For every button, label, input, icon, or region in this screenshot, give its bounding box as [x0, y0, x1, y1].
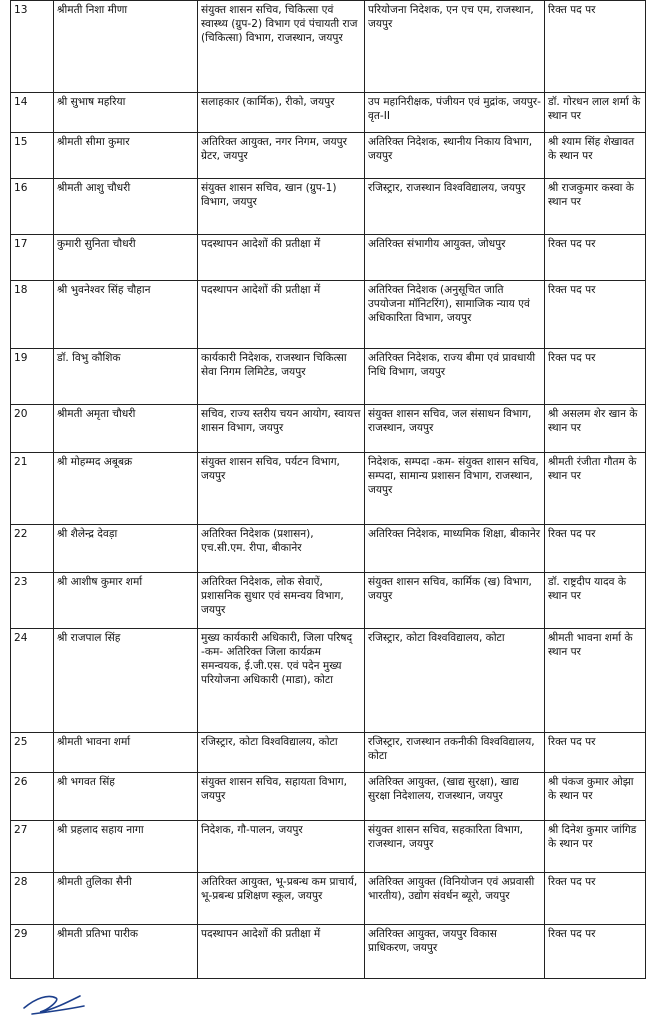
posting-remark: रिक्त पद पर — [545, 525, 646, 573]
table-row — [11, 629, 646, 733]
current-posting: संयुक्त शासन सचिव, चिकित्सा एवं स्वास्थ्य (ग्रुप-2) विभाग एवं पंचायती राज (चिकित्सा) विभाग, राजस्थान, जयपुर — [198, 1, 365, 93]
current-posting: पदस्थापन आदेशों की प्रतीक्षा में — [198, 925, 365, 979]
new-posting: अतिरिक्त आयुक्त (विनियोजन एवं अप्रवासी भारतीय), उद्योग संवर्धन ब्यूरो, जयपुर — [365, 873, 545, 925]
posting-remark: रिक्त पद पर — [545, 281, 646, 349]
officer-name: डॉ. विभु कौशिक — [54, 349, 198, 405]
officer-name: श्रीमती आशु चौधरी — [54, 179, 198, 235]
new-posting: अतिरिक्त संभागीय आयुक्त, जोधपुर — [365, 235, 545, 281]
table-row — [11, 925, 646, 979]
new-posting: निदेशक, सम्पदा -कम- संयुक्त शासन सचिव, सम्पदा, सामान्य प्रशासन विभाग, राजस्थान, जयपुर — [365, 453, 545, 525]
table-row — [11, 349, 646, 405]
row-number: 20 — [11, 405, 54, 453]
new-posting: अतिरिक्त आयुक्त, जयपुर विकास प्राधिकरण, जयपुर — [365, 925, 545, 979]
row-number: 13 — [11, 1, 54, 93]
officer-name: श्री प्रहलाद सहाय नागा — [54, 821, 198, 873]
officer-name: श्री मोहम्मद अबूबक्र — [54, 453, 198, 525]
table-row — [11, 235, 646, 281]
row-number: 14 — [11, 93, 54, 133]
new-posting: संयुक्त शासन सचिव, जल संसाधन विभाग, राजस्थान, जयपुर — [365, 405, 545, 453]
officer-name: श्रीमती प्रतिभा पारीक — [54, 925, 198, 979]
officer-name: श्रीमती सीमा कुमार — [54, 133, 198, 179]
posting-remark: श्री पंकज कुमार ओझा के स्थान पर — [545, 773, 646, 821]
officer-name: श्री राजपाल सिंह — [54, 629, 198, 733]
table-row — [11, 93, 646, 133]
current-posting: रजिस्ट्रार, कोटा विश्वविद्यालय, कोटा — [198, 733, 365, 773]
row-number: 17 — [11, 235, 54, 281]
new-posting: अतिरिक्त निदेशक, माध्यमिक शिक्षा, बीकानेर — [365, 525, 545, 573]
new-posting: रजिस्ट्रार, कोटा विश्वविद्यालय, कोटा — [365, 629, 545, 733]
officer-name: श्रीमती भावना शर्मा — [54, 733, 198, 773]
posting-remark: डॉ. गोरधन लाल शर्मा के स्थान पर — [545, 93, 646, 133]
posting-remark: श्री दिनेश कुमार जांगिड के स्थान पर — [545, 821, 646, 873]
row-number: 26 — [11, 773, 54, 821]
table-row — [11, 179, 646, 235]
posting-remark: रिक्त पद पर — [545, 925, 646, 979]
officer-name: श्रीमती तुलिका सैनी — [54, 873, 198, 925]
current-posting: संयुक्त शासन सचिव, पर्यटन विभाग, जयपुर — [198, 453, 365, 525]
posting-remark: रिक्त पद पर — [545, 873, 646, 925]
current-posting: संयुक्त शासन सचिव, खान (ग्रुप-1) विभाग, जयपुर — [198, 179, 365, 235]
row-number: 16 — [11, 179, 54, 235]
new-posting: परियोजना निदेशक, एन एच एम, राजस्थान, जयपुर — [365, 1, 545, 93]
new-posting: अतिरिक्त निदेशक, स्थानीय निकाय विभाग, जयपुर — [365, 133, 545, 179]
new-posting: संयुक्त शासन सचिव, कार्मिक (ख) विभाग, जयपुर — [365, 573, 545, 629]
table-row — [11, 873, 646, 925]
posting-remark: श्रीमती रंजीता गौतम के स्थान पर — [545, 453, 646, 525]
officer-name: श्रीमती निशा मीणा — [54, 1, 198, 93]
row-number: 29 — [11, 925, 54, 979]
table-row — [11, 405, 646, 453]
posting-remark: रिक्त पद पर — [545, 349, 646, 405]
table-row — [11, 281, 646, 349]
officer-name: श्री आशीष कुमार शर्मा — [54, 573, 198, 629]
officer-name: श्री भगवत सिंह — [54, 773, 198, 821]
current-posting: अतिरिक्त निदेशक, लोक सेवाऐं, प्रशासनिक सुधार एवं समन्वय विभाग, जयपुर — [198, 573, 365, 629]
posting-remark: श्रीमती भावना शर्मा के स्थान पर — [545, 629, 646, 733]
new-posting: अतिरिक्त निदेशक, राज्य बीमा एवं प्रावधायी निधि विभाग, जयपुर — [365, 349, 545, 405]
table-row — [11, 133, 646, 179]
table-row — [11, 1, 646, 93]
posting-table — [10, 0, 646, 979]
officer-name: कुमारी सुनिता चौधरी — [54, 235, 198, 281]
current-posting: पदस्थापन आदेशों की प्रतीक्षा में — [198, 281, 365, 349]
new-posting: रजिस्ट्रार, राजस्थान तकनीकी विश्वविद्यालय, कोटा — [365, 733, 545, 773]
current-posting: मुख्य कार्यकारी अधिकारी, जिला परिषद् -कम- अतिरिक्त जिला कार्यक्रम समन्वयक, ई.जी.एस. एवं पदेन मुख्य परियोजना अधिकारी (माडा), कोटा — [198, 629, 365, 733]
row-number: 25 — [11, 733, 54, 773]
new-posting: अतिरिक्त निदेशक (अनुसूचित जाति उपयोजना मॉनिटरिंग), सामाजिक न्याय एवं अधिकारिता विभाग, जयपुर — [365, 281, 545, 349]
new-posting: संयुक्त शासन सचिव, सहकारिता विभाग, राजस्थान, जयपुर — [365, 821, 545, 873]
current-posting: अतिरिक्त आयुक्त, नगर निगम, जयपुर ग्रेटर, जयपुर — [198, 133, 365, 179]
current-posting: अतिरिक्त निदेशक (प्रशासन), एच.सी.एम. रीपा, बीकानेर — [198, 525, 365, 573]
row-number: 22 — [11, 525, 54, 573]
officer-name: श्रीमती अमृता चौधरी — [54, 405, 198, 453]
table-row — [11, 525, 646, 573]
officer-name: श्री भुवनेश्वर सिंह चौहान — [54, 281, 198, 349]
row-number: 23 — [11, 573, 54, 629]
row-number: 15 — [11, 133, 54, 179]
posting-remark: रिक्त पद पर — [545, 1, 646, 93]
posting-remark: रिक्त पद पर — [545, 733, 646, 773]
table-row — [11, 453, 646, 525]
new-posting: अतिरिक्त आयुक्त, (खाद्य सुरक्षा), खाद्य सुरक्षा निदेशालय, राजस्थान, जयपुर — [365, 773, 545, 821]
signature-mark — [18, 988, 90, 1016]
table-row — [11, 821, 646, 873]
row-number: 19 — [11, 349, 54, 405]
table-row — [11, 573, 646, 629]
current-posting: अतिरिक्त आयुक्त, भू-प्रबन्ध कम प्राचार्य, भू-प्रबन्ध प्रशिक्षण स्कूल, जयपुर — [198, 873, 365, 925]
table-row — [11, 733, 646, 773]
posting-remark: श्री श्याम सिंह शेखावत के स्थान पर — [545, 133, 646, 179]
posting-remark: डॉ. राष्ट्रदीप यादव के स्थान पर — [545, 573, 646, 629]
current-posting: पदस्थापन आदेशों की प्रतीक्षा में — [198, 235, 365, 281]
row-number: 24 — [11, 629, 54, 733]
row-number: 27 — [11, 821, 54, 873]
new-posting: रजिस्ट्रार, राजस्थान विश्वविद्यालय, जयपुर — [365, 179, 545, 235]
row-number: 18 — [11, 281, 54, 349]
current-posting: सलाहकार (कार्मिक), रीको, जयपुर — [198, 93, 365, 133]
row-number: 28 — [11, 873, 54, 925]
officer-name: श्री शैलेन्द्र देवड़ा — [54, 525, 198, 573]
current-posting: संयुक्त शासन सचिव, सहायता विभाग, जयपुर — [198, 773, 365, 821]
table-body — [11, 1, 646, 979]
posting-remark: श्री राजकुमार कस्वा के स्थान पर — [545, 179, 646, 235]
current-posting: निदेशक, गौ-पालन, जयपुर — [198, 821, 365, 873]
row-number: 21 — [11, 453, 54, 525]
current-posting: सचिव, राज्य स्तरीय चयन आयोग, स्वायत्त शासन विभाग, जयपुर — [198, 405, 365, 453]
table-row — [11, 773, 646, 821]
new-posting: उप महानिरीक्षक, पंजीयन एवं मुद्रांक, जयपुर-वृत-II — [365, 93, 545, 133]
posting-remark: रिक्त पद पर — [545, 235, 646, 281]
current-posting: कार्यकारी निदेशक, राजस्थान चिकित्सा सेवा निगम लिमिटेड, जयपुर — [198, 349, 365, 405]
officer-name: श्री सुभाष महरिया — [54, 93, 198, 133]
posting-remark: श्री असलम शेर खान के स्थान पर — [545, 405, 646, 453]
